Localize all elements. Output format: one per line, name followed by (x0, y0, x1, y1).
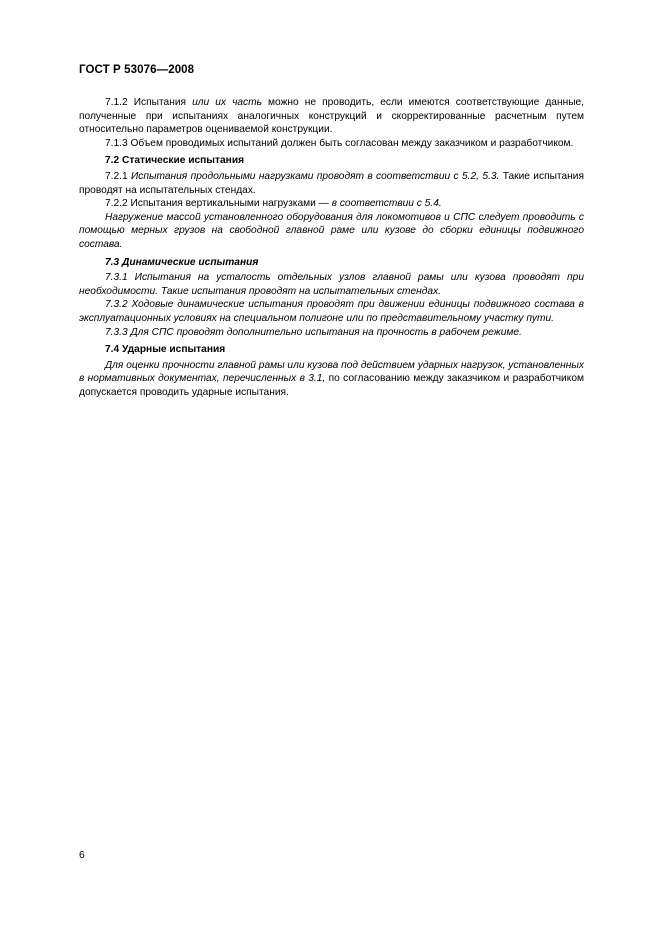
paragraph-7-2-1 (79, 170, 584, 197)
text-run: 7.3.3 Для СПС проводят дополнительно испытания на прочность в рабочем режиме. (105, 326, 522, 338)
text-run: Нагружение массой установленного оборудования для локомотивов и СПС следует проводить с помощью мерных грузов на свободной главной раме или кузове до сборки единицы подвижного состава. (79, 211, 584, 250)
paragraph-7-2-2 (79, 197, 584, 211)
text-run: или их часть (192, 97, 262, 108)
paragraph-7-4 (79, 359, 584, 400)
paragraph-7-3-3 (79, 326, 584, 340)
heading-7-2: 7.2 Статические испытания (105, 155, 245, 167)
paragraph-7-3-2 (79, 298, 584, 325)
text-run: 7.3.2 Ходовые динамические испытания проводят при движении единицы подвижного состава в эксплуатационных условиях на специальном полигоне или по представительному участку пути. (79, 299, 584, 324)
text-run: 7.2.1 (105, 170, 132, 182)
text-run: 7.2.2 Испытания вертикальными нагрузками — (105, 198, 332, 210)
document-code: ГОСТ Р 53076—2008 (79, 64, 195, 76)
paragraph-7-3-1 (79, 271, 584, 298)
text-run: по согласованию между заказчиком и разработчиком допускается проводить ударные испытания. (79, 373, 584, 398)
text-run: Для оценки прочности главной рамы или кузова под действием ударных нагрузок, установленных в нормативных документах, перечисленных в 3.1, (79, 359, 584, 385)
paragraph-7-1-2 (79, 96, 584, 137)
heading-7-3: 7.3 Динамические испытания (105, 256, 259, 268)
text-run: 7.3.1 Испытания на усталость отдельных узлов главной рамы или кузова проводят при необходимости. Такие испытания проводят на испытательных стендах. (79, 272, 584, 297)
page-number: 6 (79, 850, 85, 861)
paragraph-7-2-2-loading (79, 211, 584, 252)
text-run: можно не проводить, если имеются соответствующие данные, полученные при испытаниях аналогичных конструкций и скорректированные расчетным путем относительно параметров оцениваемой конструкции. (79, 97, 585, 136)
text-run: 7.1.3 Объем проводимых испытаний должен быть согласован между заказчиком и разработчиком. (105, 137, 574, 149)
text-run: Такие испытания проводят на испытательных стендах. (79, 170, 584, 196)
document-body (79, 96, 584, 399)
heading-7-4: 7.4 Ударные испытания (105, 344, 226, 356)
paragraph-7-1-3 (79, 137, 584, 151)
text-run: 7.1.2 Испытания (105, 97, 193, 108)
text-run: Испытания продольными нагрузками проводят в соответствии с 5.2, 5.3. (131, 170, 500, 182)
text-run: в соответствии с 5.4. (331, 198, 442, 210)
